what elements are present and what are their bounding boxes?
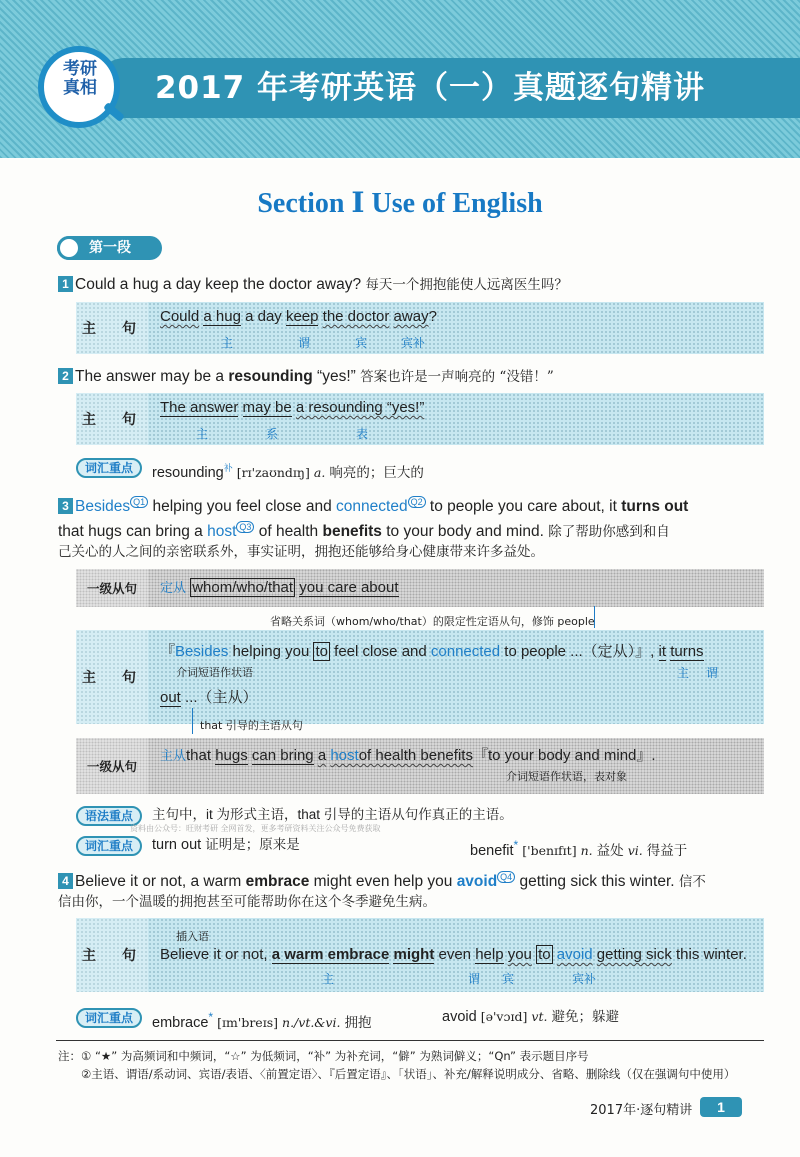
subject: a hug (203, 308, 241, 325)
complement: getting sick (596, 946, 672, 963)
sentence-cn: 除了帮助你感到和自 (548, 524, 670, 541)
vocab-entry (152, 458, 424, 483)
sentence-cn: 每天一个拥抱能使人远离医生吗？ (365, 277, 568, 293)
logo-line1: 考研 (63, 59, 97, 79)
supplement-mark: 补 (223, 463, 233, 473)
question-marker: Q3 (236, 521, 254, 533)
vocab-word: turn out (152, 837, 202, 853)
omitted-word: to (315, 643, 328, 660)
vocab-tag: 词汇重点 (76, 458, 142, 478)
subject: hugs (215, 747, 248, 764)
logo (38, 46, 120, 128)
role-label: 主 (677, 666, 690, 680)
predicate: help (475, 946, 504, 963)
punct: ? (428, 308, 437, 325)
vocab-entry (470, 835, 687, 861)
vocab-cn: 证明是；原来是 (205, 837, 300, 853)
keyword: benefits (322, 523, 382, 541)
vocab-ipa: ['benɪfɪt] (522, 842, 577, 858)
clause-text: to people ...（定从）』, (500, 643, 655, 660)
clause-box (76, 738, 764, 794)
sentence-en: The answer may be a (75, 368, 229, 385)
annotation: 插入语 (176, 930, 209, 943)
role-label: 主 (221, 336, 234, 350)
clause-text: you care about (299, 579, 399, 596)
omitted-word: to (538, 946, 551, 963)
parenthesis: Believe it or not, (160, 946, 268, 963)
sentence-number: 4 (58, 873, 73, 889)
watermark: 资料由公众号：旺财考研 全网首发，更多考研资料关注公众号免费获取 (130, 824, 381, 833)
analysis-sentence (160, 640, 704, 661)
subject: a warm embrace (271, 946, 390, 963)
box-label: 主 句 (76, 393, 148, 445)
analysis-sentence (160, 577, 399, 596)
keyword: turns out (621, 498, 689, 516)
page-number: 1 (700, 1097, 742, 1117)
arrow-down-icon (192, 708, 193, 734)
predicate: might (393, 946, 435, 963)
object: of health benefits (358, 747, 473, 764)
sentence-number: 2 (58, 368, 73, 384)
preposition: Besides (175, 643, 229, 660)
vocab-cn: 拥抱 (344, 1014, 372, 1031)
vocab-cn: 得益于 (646, 842, 688, 859)
box-label: 主 句 (76, 302, 148, 354)
vocab-word: resounding (152, 464, 224, 481)
box-label: 一级从句 (76, 569, 148, 607)
sentence-en: Believe it or not, a warm (75, 873, 246, 891)
vocab-pos: vi. (627, 842, 643, 858)
search-icon (57, 236, 81, 260)
vocab-cn: 益处 (596, 842, 624, 859)
clause-text: feel close and (329, 643, 431, 660)
vocab-cn: 避免；躲避 (551, 1009, 619, 1025)
vocab-pos: vt. (531, 1009, 548, 1024)
box-label: 主 句 (76, 918, 148, 992)
keyword: avoid (456, 873, 498, 891)
role-label: 表 (356, 427, 369, 441)
bracket: 『 (160, 643, 176, 660)
subject: The answer (160, 399, 239, 416)
question-marker: Q4 (497, 871, 515, 883)
annotation: that 引导的主语从句 (200, 719, 303, 732)
role-label: 谓 (468, 972, 481, 986)
role-label: 系 (266, 427, 279, 441)
adverbial: even (434, 946, 476, 963)
vocab-ipa: [rɪ'zaʊndɪŋ] (236, 464, 310, 480)
keyword: connected (336, 498, 408, 516)
annotation: 省略关系词（whom/who/that）的限定性定语从句，修饰 people (270, 615, 595, 628)
keyword: embrace (245, 873, 310, 891)
sentence-number: 3 (58, 498, 73, 514)
complement: avoid (556, 946, 593, 963)
sentence-2 (58, 364, 764, 390)
role-label: 主 (322, 972, 335, 986)
analysis-box (76, 630, 764, 724)
vocab-entry (152, 835, 300, 855)
role-label: 宾 (502, 972, 515, 986)
predicate: out (160, 689, 181, 706)
role-label: 谓 (706, 666, 719, 680)
sentence-en: Could a hug a day keep the doctor away? (75, 276, 362, 293)
predicate: turns (670, 643, 704, 660)
sentence-cn: 己关心的人之间的亲密联系外，事实证明，拥抱还能够给身心健康带来许多益处。 (58, 544, 544, 560)
clause-text: helping you (228, 643, 314, 660)
sentence-en: helping you feel close and (148, 498, 337, 516)
analysis-box (76, 918, 764, 992)
sentence-en: to people you care about, it (425, 498, 622, 516)
adverbial: this winter. (671, 946, 747, 963)
analysis-sentence (160, 744, 656, 765)
sentence-en: to your body and mind. (381, 523, 544, 541)
subject: it (658, 643, 667, 660)
keyword: connected (430, 643, 501, 660)
sentence-en: that hugs can bring a (58, 523, 208, 541)
clause-box (76, 569, 764, 607)
vocab-word: avoid (442, 1009, 477, 1025)
sentence-number: 1 (58, 276, 73, 292)
sentence-en: “yes!” (312, 368, 356, 385)
annotation: 介词短语作状语 (176, 666, 253, 679)
role-label: 宾补 (401, 336, 426, 350)
analysis-box (76, 393, 764, 445)
clause-tag: 主从 (160, 748, 187, 763)
vocab-cn: 响亮的；巨大的 (329, 464, 424, 481)
vocab-pos: n. (580, 842, 593, 858)
header-banner (0, 0, 800, 158)
sentence-cn: 信不 (678, 874, 706, 891)
box-label: 一级从句 (76, 738, 148, 794)
keyword: Besides (75, 498, 131, 516)
divider (56, 1040, 764, 1041)
paragraph-tag: 第一段 (57, 236, 162, 260)
complement: away (393, 308, 429, 325)
sentence-4-line2 (58, 889, 764, 915)
vocab-pos: a. (313, 464, 326, 480)
clause-tag: 定从 (160, 580, 187, 595)
analysis-sentence (160, 946, 747, 963)
sentence-cn: 信由你，一个温暖的拥抱甚至可能帮助你在这个冬季避免生病。 (58, 894, 436, 910)
clause-text: ...（主从） (180, 689, 258, 706)
vocab-ipa: [ə'vɔɪd] (480, 1009, 528, 1024)
footnote: ②主语、谓语/系动词、宾语/表语、〈前置定语〉、『后置定语』、「状语」、补充/解释说明成分、省略、删除线（仅在强调句中使用） (58, 1067, 736, 1081)
omitted-relative: whom/who/that (192, 579, 294, 596)
predicate: keep (285, 308, 319, 325)
sentence-en: getting sick this winter. (515, 873, 675, 891)
vocab-tag: 词汇重点 (76, 836, 142, 856)
star-icon: * (208, 1010, 214, 1024)
sentence-en: of health (254, 523, 323, 541)
vocab-entry (152, 1007, 372, 1033)
analysis-sentence (160, 308, 437, 325)
grammar-note: 主句中，it 为形式主语，that 引导的主语从句作真正的主语。 (152, 807, 513, 822)
adverbial: a day (240, 308, 286, 325)
sentence-1 (58, 272, 764, 298)
predicate: can bring (251, 747, 314, 764)
role-label: 谓 (298, 336, 311, 350)
annotation: 介词短语作状语，表对象 (506, 770, 627, 783)
object: you (507, 946, 532, 963)
vocab-word: embrace (152, 1014, 209, 1031)
star-icon: * (513, 838, 519, 852)
vocab-word: benefit (470, 842, 514, 859)
predicate: may be (242, 399, 292, 416)
object: host (330, 747, 359, 764)
page-title: 2017 年考研英语（一）真题逐句精讲 (154, 70, 706, 106)
predicative: a resounding “yes!” (295, 399, 425, 416)
sentence-cn: 答案也许是一声响亮的 “没错！” (360, 369, 554, 385)
adverbial: 『to your body and mind』. (472, 747, 656, 764)
logo-line2: 真相 (63, 78, 97, 98)
analysis-box (76, 302, 764, 354)
section-title: Section Ⅰ Use of English (257, 188, 543, 219)
analysis-sentence (160, 399, 424, 416)
vocab-ipa: [ɪm'breɪs] (217, 1014, 278, 1030)
analysis-sentence-2 (160, 686, 258, 707)
keyword: host (207, 523, 237, 541)
conjunction: that (186, 747, 212, 764)
arrow-up-icon (594, 606, 595, 628)
vocab-tag: 词汇重点 (76, 1008, 142, 1028)
question-marker: Q1 (130, 496, 148, 508)
vocab-pos: n./vt.&vi. (282, 1014, 341, 1030)
box-label: 主 句 (76, 630, 148, 724)
footnote: 注：① “★” 为高频词和中频词，“☆” 为低频词，“补” 为补充词，“僻” 为熟词僻义；“Qn” 表示题目序号 (58, 1049, 589, 1063)
role-label: 主 (196, 427, 209, 441)
role-label: 宾 (355, 336, 368, 350)
role-label: 宾补 (572, 972, 597, 986)
sentence-3-line3 (58, 539, 764, 565)
sentence-en: might even help you (309, 873, 457, 891)
object: the doctor (322, 308, 390, 325)
footer-label: 2017年·逐句精讲 (590, 1103, 693, 1118)
keyword: resounding (228, 368, 313, 385)
vocab-entry (442, 1007, 619, 1027)
object: a (317, 747, 327, 764)
question-marker: Q2 (408, 496, 426, 508)
modal-word: Could (160, 308, 200, 325)
grammar-tag: 语法重点 (76, 806, 142, 826)
